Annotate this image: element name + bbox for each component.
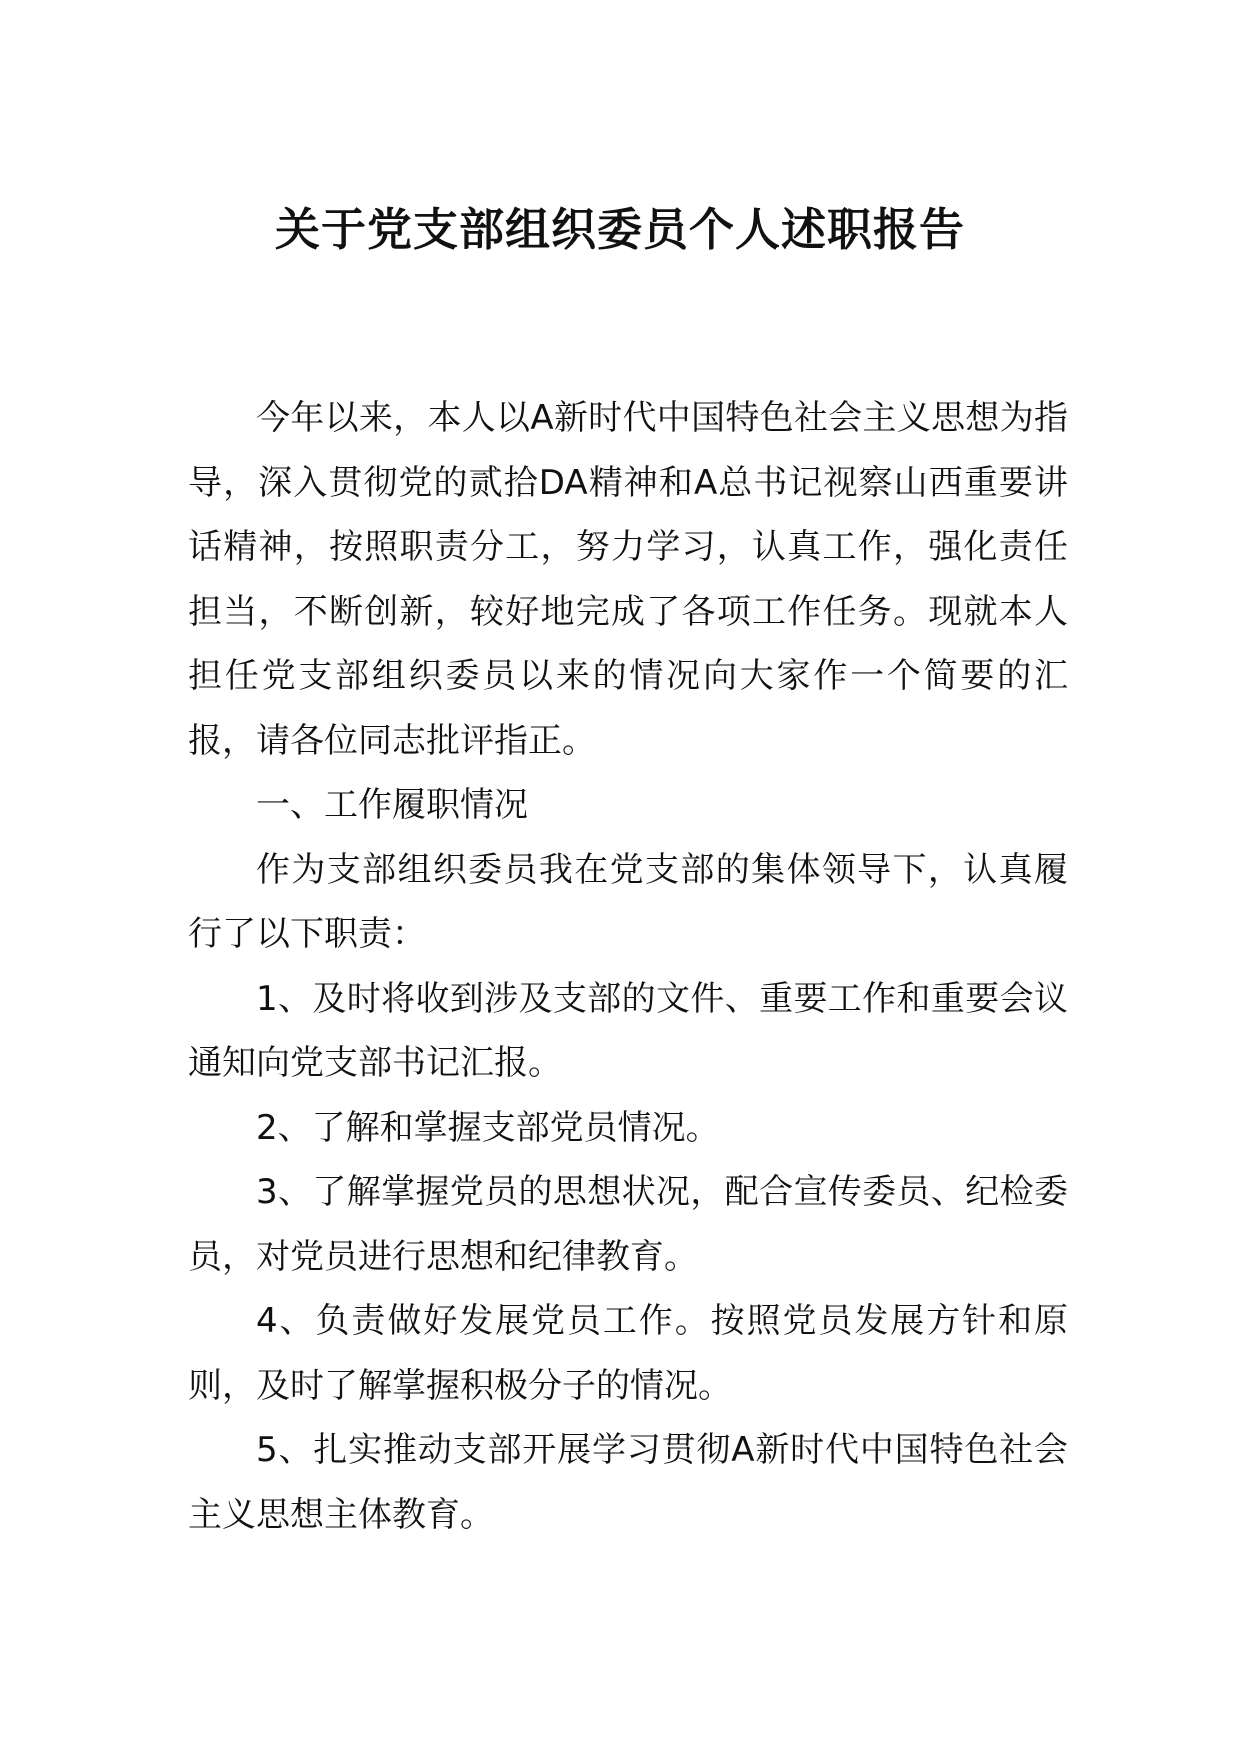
paragraph-intro: 今年以来，本人以A新时代中国特色社会主义思想为指导，深入贯彻党的贰拾DA精神和A总书记视察山西重要讲话精神，按照职责分工，努力学习，认真工作，强化责任担当，不断创新，较好地完成了各项工作任务。现就本人担任党支部组织委员以来的情况向大家作一个简要的汇报，请各位同志批评指正。 [188,398,1068,761]
list-item-4: 4、负责做好发展党员工作。按照党员发展方针和原则，及时了解掌握积极分子的情况。 [188,1301,1068,1406]
list-item-5: 5、扎实推动支部开展学习贯彻A新时代中国特色社会主义思想主体教育。 [188,1430,1068,1535]
section-heading-duties: 一、工作履职情况 [256,785,528,825]
list-item-2: 2、了解和掌握支部党员情况。 [256,1107,720,1148]
list-item-3: 3、了解掌握党员的思想状况，配合宣传委员、纪检委员，对党员进行思想和纪律教育。 [188,1172,1068,1277]
paragraph-duties-intro: 作为支部组织委员我在党支部的集体领导下，认真履行了以下职责： [188,849,1068,954]
document-body [188,386,1068,1547]
document-title: 关于党支部组织委员个人述职报告 [274,203,965,256]
list-item-1: 1、及时将收到涉及支部的文件、重要工作和重要会议通知向党支部书记汇报。 [188,978,1068,1083]
